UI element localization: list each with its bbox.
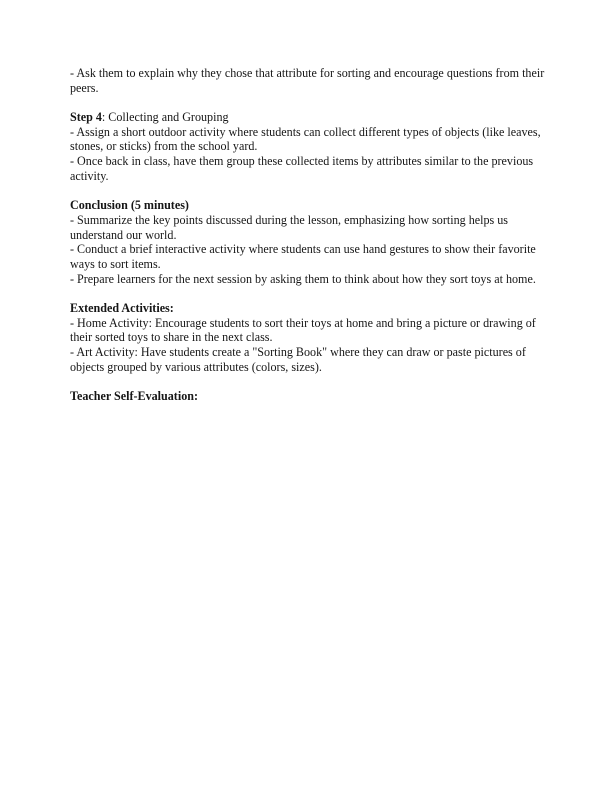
paragraph: [70, 198, 548, 213]
paragraph: [70, 286, 548, 301]
paragraph: [70, 316, 548, 345]
paragraph: [70, 345, 548, 374]
paragraph: [70, 389, 548, 404]
paragraph: [70, 301, 548, 316]
text-run: - Art Activity: Have students create a "Sorting Book" where they can draw or paste pictures of objects grouped by various attributes (colors, sizes).: [70, 345, 526, 374]
paragraph: [70, 110, 548, 125]
text-run: : Collecting and Grouping: [101, 110, 229, 125]
text-run: - Assign a short outdoor activity where students can collect different types of objects (like leaves, stones, or sticks) from the school yard.: [70, 124, 541, 154]
text-run: - Once back in class, have them group these collected items by attributes similar to the previous activity.: [70, 154, 534, 183]
text-run: - Summarize the key points discussed during the lesson, emphasizing how sorting helps us understand our world.: [70, 212, 509, 242]
paragraph: [70, 374, 548, 389]
text-run: - Conduct a brief interactive activity where students can use hand gestures to show their favorite ways to sort items.: [70, 242, 536, 271]
bold-text-run: Step 4: [70, 110, 102, 125]
paragraph: [70, 213, 548, 242]
paragraph: [70, 154, 548, 183]
paragraph: [70, 95, 548, 110]
paragraph: [70, 125, 548, 154]
paragraph: [70, 183, 548, 198]
paragraph: [70, 272, 548, 287]
paragraph: [70, 66, 548, 95]
text-run: - Home Activity: Encourage students to sort their toys at home and bring a picture or drawing of their sorted toys to share in the next class.: [70, 315, 536, 345]
bold-text-run: Extended Activities:: [70, 300, 174, 315]
text-run: - Ask them to explain why they chose that attribute for sorting and encourage questions from their peers.: [70, 66, 545, 95]
bold-text-run: Conclusion (5 minutes): [70, 198, 189, 213]
document-content: [70, 66, 548, 404]
paragraph: [70, 242, 548, 271]
text-run: - Prepare learners for the next session by asking them to think about how they sort toys at home.: [70, 271, 536, 286]
bold-text-run: Teacher Self-Evaluation:: [70, 389, 198, 404]
